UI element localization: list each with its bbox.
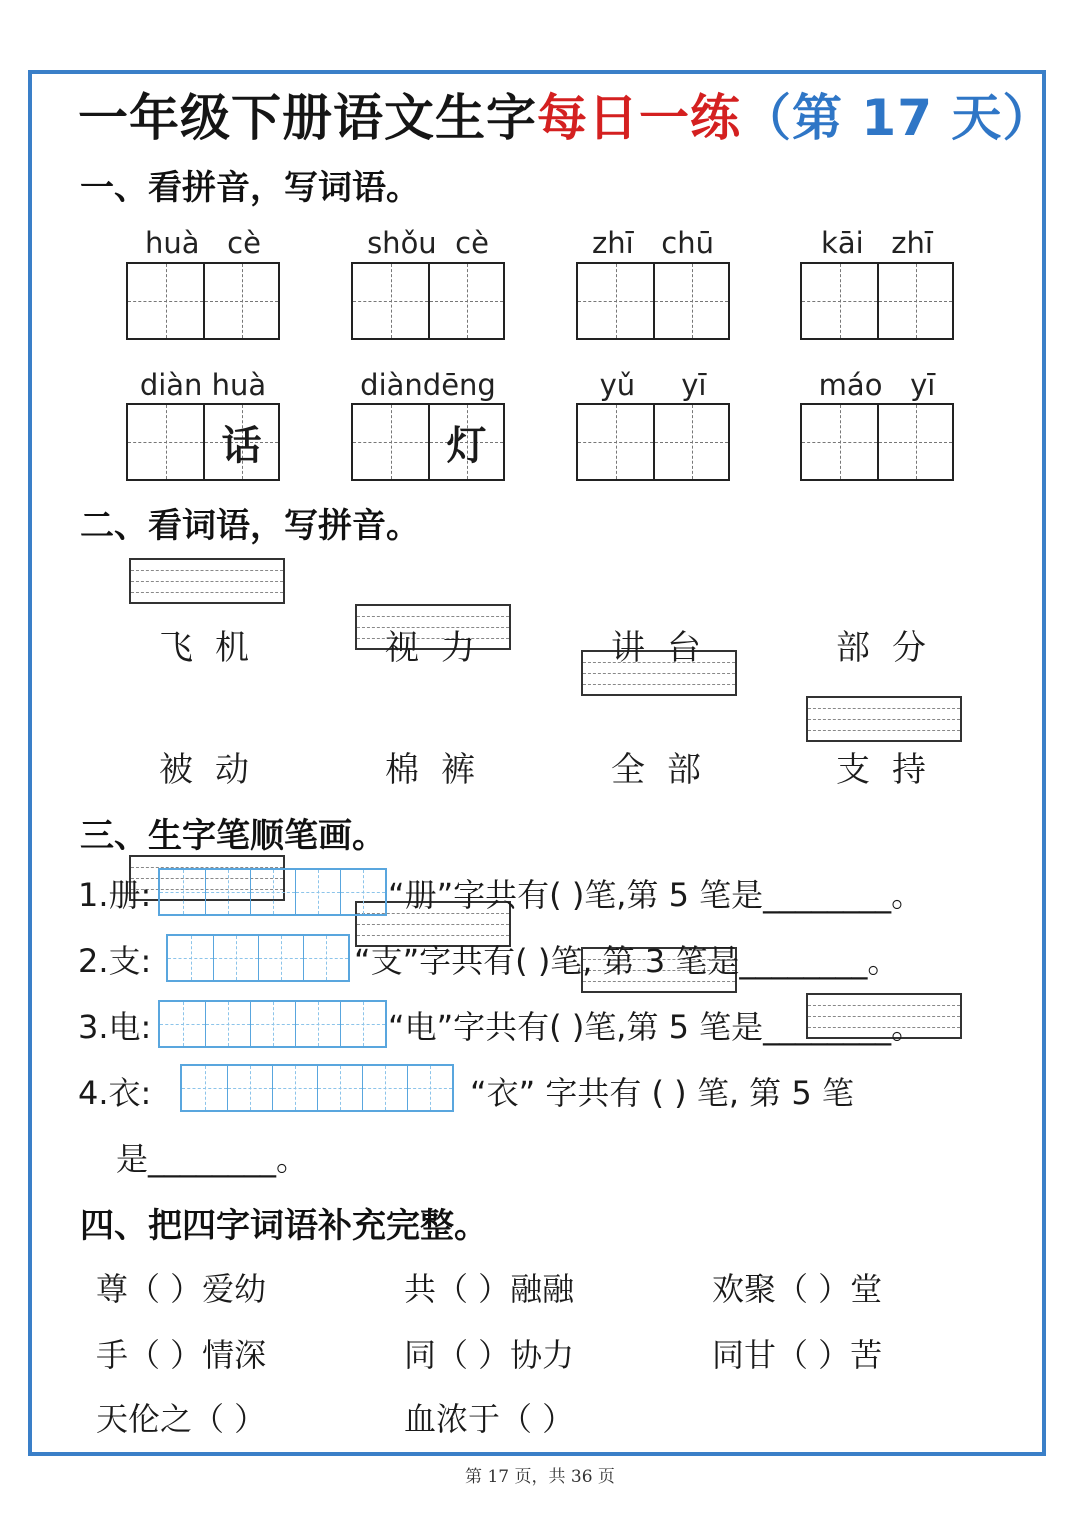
tian-grid[interactable] [576,403,730,481]
pinyin-label: máo yī [818,368,936,402]
word-label: 全部 [611,750,723,790]
idiom-blank: 欢聚（ ）堂 [712,1270,883,1308]
word-label: 讲台 [611,628,723,668]
grid-cell[interactable] [203,264,278,338]
section2-heading: 二、看词语，写拼音。 [80,506,420,546]
grid-cell[interactable] [877,405,952,479]
grid-cell[interactable] [578,405,653,479]
idiom-blank: 血浓于（ ） [404,1400,575,1438]
page-number: 第 17 页，共 36 页 [465,1467,615,1487]
stroke-label: 4.衣: [78,1074,152,1112]
title-highlight: 每日一练 [537,89,741,147]
page-title [78,78,1053,150]
title-main: 一年级下册语文生字 [78,89,537,147]
grid-cell[interactable] [128,405,203,479]
idiom-blank: 天伦之（ ） [96,1400,267,1438]
stroke-row-4 [78,1068,151,1114]
stroke-row-3 [78,1002,151,1048]
section1-heading: 一、看拼音，写词语。 [80,168,420,208]
tian-grid[interactable] [576,262,730,340]
stroke-question: “册”字共有( )笔,第 5 笔是________。 [388,876,924,914]
stroke-question: “衣” 字共有 ( ) 笔, 第 5 笔 [470,1074,854,1112]
tian-grid[interactable] [126,262,280,340]
idiom-blank: 共（ ）融融 [404,1270,575,1308]
grid-cell[interactable] [653,405,728,479]
tian-grid[interactable] [800,403,954,481]
grid-cell[interactable] [428,405,503,479]
section4-heading: 四、把四字词语补充完整。 [80,1206,488,1246]
grid-cell[interactable] [578,264,653,338]
stroke-question: “电”字共有( )笔,第 5 笔是________。 [388,1008,924,1046]
pinyin-label: diàndēng [360,368,496,402]
stroke-write-grid[interactable] [158,1000,387,1048]
tian-grid[interactable] [800,262,954,340]
word-label: 视力 [385,628,497,668]
tian-grid[interactable] [351,403,505,481]
stroke-row-2 [78,936,151,982]
stroke-write-grid[interactable] [180,1064,454,1112]
tian-grid[interactable] [126,403,280,481]
word-label: 部分 [836,628,948,668]
idiom-blank: 同甘（ ）苦 [712,1336,883,1374]
word-label: 支持 [836,750,948,790]
idiom-blank: 手（ ）情深 [96,1336,267,1374]
pinyin-label: zhī chū [591,226,715,260]
pinyin-writing-lines[interactable] [129,558,285,604]
stroke-label: 2.支: [78,942,152,980]
tian-grid[interactable] [351,262,505,340]
grid-cell[interactable] [802,405,877,479]
word-label: 飞机 [159,628,271,668]
pinyin-writing-lines[interactable] [806,696,962,742]
pinyin-label: huà cè [145,226,261,260]
stroke-row-1 [78,870,151,916]
title-day: （第 17 天） [741,89,1054,147]
pinyin-label: yǔ yī [599,368,707,402]
grid-cell[interactable] [353,405,428,479]
pinyin-label: kāi zhī [821,226,933,260]
grid-cell[interactable] [802,264,877,338]
pinyin-label: shǒu cè [367,226,489,260]
stroke-label: 3.电: [78,1008,152,1046]
stroke-label: 1.册: [78,876,152,914]
idiom-blank: 同（ ）协力 [404,1336,575,1374]
word-label: 棉裤 [385,750,497,790]
stroke-write-grid[interactable] [158,868,387,916]
grid-cell[interactable] [203,405,278,479]
pinyin-label: diàn huà [139,368,267,402]
word-label: 被动 [159,750,271,790]
stroke-question: “支”字共有( )笔, 第 3 笔是________。 [354,942,900,980]
grid-cell[interactable] [353,264,428,338]
idiom-blank: 尊（ ）爱幼 [96,1270,267,1308]
prefilled-char: 灯 [446,421,487,469]
section3-heading: 三、生字笔顺笔画。 [80,816,386,856]
grid-cell[interactable] [428,264,503,338]
grid-cell[interactable] [653,264,728,338]
grid-cell[interactable] [877,264,952,338]
grid-cell[interactable] [128,264,203,338]
prefilled-char: 话 [221,421,262,469]
stroke-write-grid[interactable] [166,934,350,982]
stroke-continuation: 是________。 [116,1140,309,1178]
